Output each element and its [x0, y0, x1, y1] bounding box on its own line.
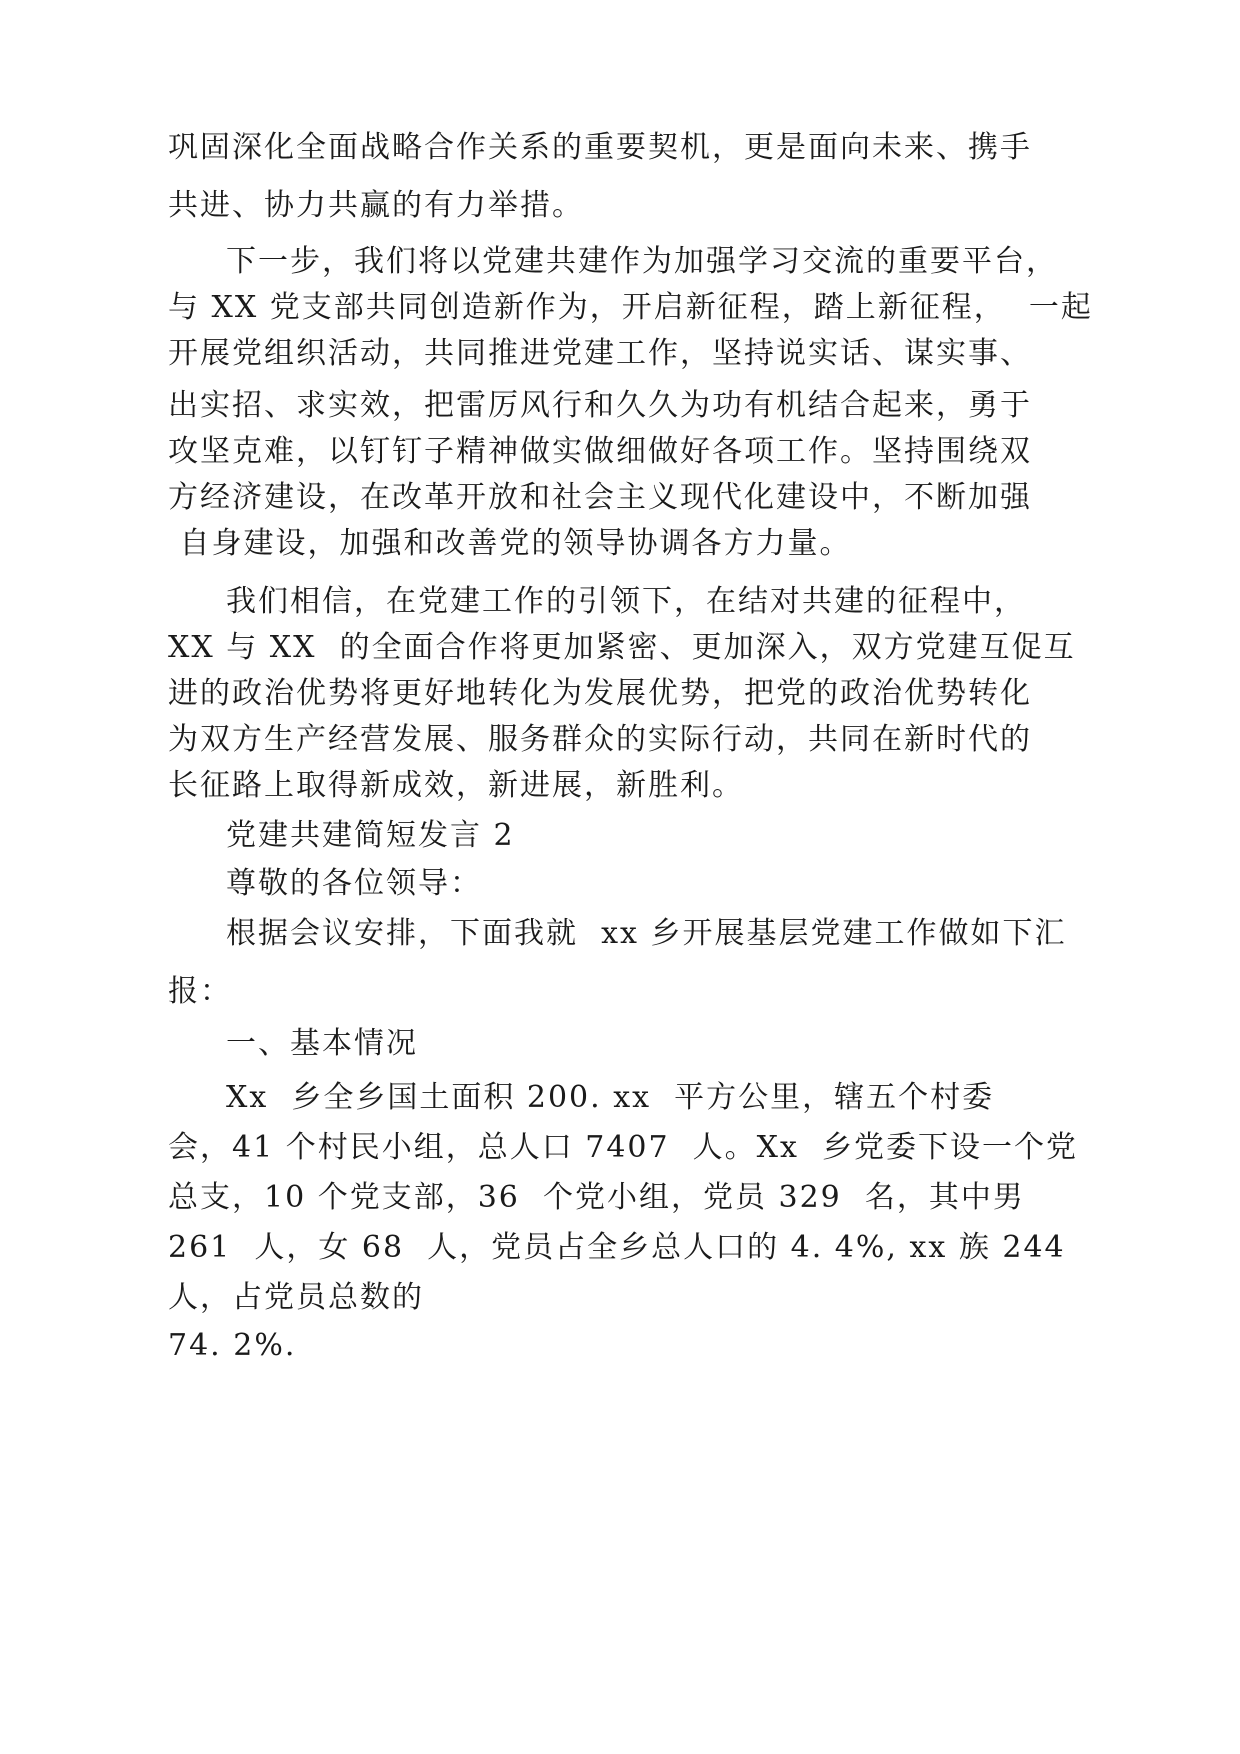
paragraph-line: 自身建设，加强和改善党的领导协调各方力量。	[168, 526, 852, 561]
text-line: 巩固深化全面战略合作关系的重要契机，更是面向未来、携手	[168, 130, 1032, 165]
paragraph-line: 开展党组织活动，共同推进党建工作，坚持说实话、谋实事、	[168, 336, 1032, 371]
paragraph-line: 总支，10 个党支部，36 个党小组，党员 329 名，其中男	[168, 1180, 1025, 1215]
paragraph-line: 我们相信，在党建工作的引领下，在结对共建的征程中，	[226, 584, 1026, 619]
paragraph-line: 根据会议安排，下面我就 xx 乡开展基层党建工作做如下汇	[226, 916, 1067, 951]
paragraph-line: 会，41 个村民小组，总人口 7407 人。Xx 乡党委下设一个党	[168, 1130, 1079, 1165]
paragraph-line: 出实招、求实效，把雷厉风行和久久为功有机结合起来，勇于	[168, 388, 1032, 423]
paragraph-line: 长征路上取得新成效，新进展，新胜利。	[168, 768, 744, 803]
paragraph-line: XX 与 XX 的全面合作将更加紧密、更加深入，双方党建互促互	[168, 630, 1076, 665]
paragraph-line: 261 人，女 68 人，党员占全乡总人口的 4. 4%, xx 族 244	[168, 1230, 1066, 1265]
paragraph-line: 为双方生产经营发展、服务群众的实际行动，共同在新时代的	[168, 722, 1032, 757]
paragraph-line: 与 XX 党支部共同创造新作为，开启新征程，踏上新征程， 一起	[168, 290, 1093, 325]
paragraph-line: 进的政治优势将更好地转化为发展优势，把党的政治优势转化	[168, 676, 1032, 711]
section-title: 党建共建简短发言 2	[226, 818, 515, 853]
paragraph-line: 74. 2%.	[168, 1328, 297, 1363]
paragraph-line: Xx 乡全乡国土面积 200. xx 平方公里，辖五个村委	[226, 1080, 995, 1115]
paragraph-line: 报：	[168, 974, 232, 1009]
paragraph-line: 攻坚克难，以钉钉子精神做实做细做好各项工作。坚持围绕双	[168, 434, 1032, 469]
paragraph-line: 下一步，我们将以党建共建作为加强学习交流的重要平台，	[226, 244, 1058, 279]
text-line: 共进、协力共赢的有力举措。	[168, 188, 584, 223]
heading-basic-situation: 一、基本情况	[226, 1026, 418, 1061]
paragraph-line: 人，占党员总数的	[168, 1280, 424, 1315]
paragraph-line: 方经济建设，在改革开放和社会主义现代化建设中，不断加强	[168, 480, 1032, 515]
salutation: 尊敬的各位领导：	[226, 866, 482, 901]
